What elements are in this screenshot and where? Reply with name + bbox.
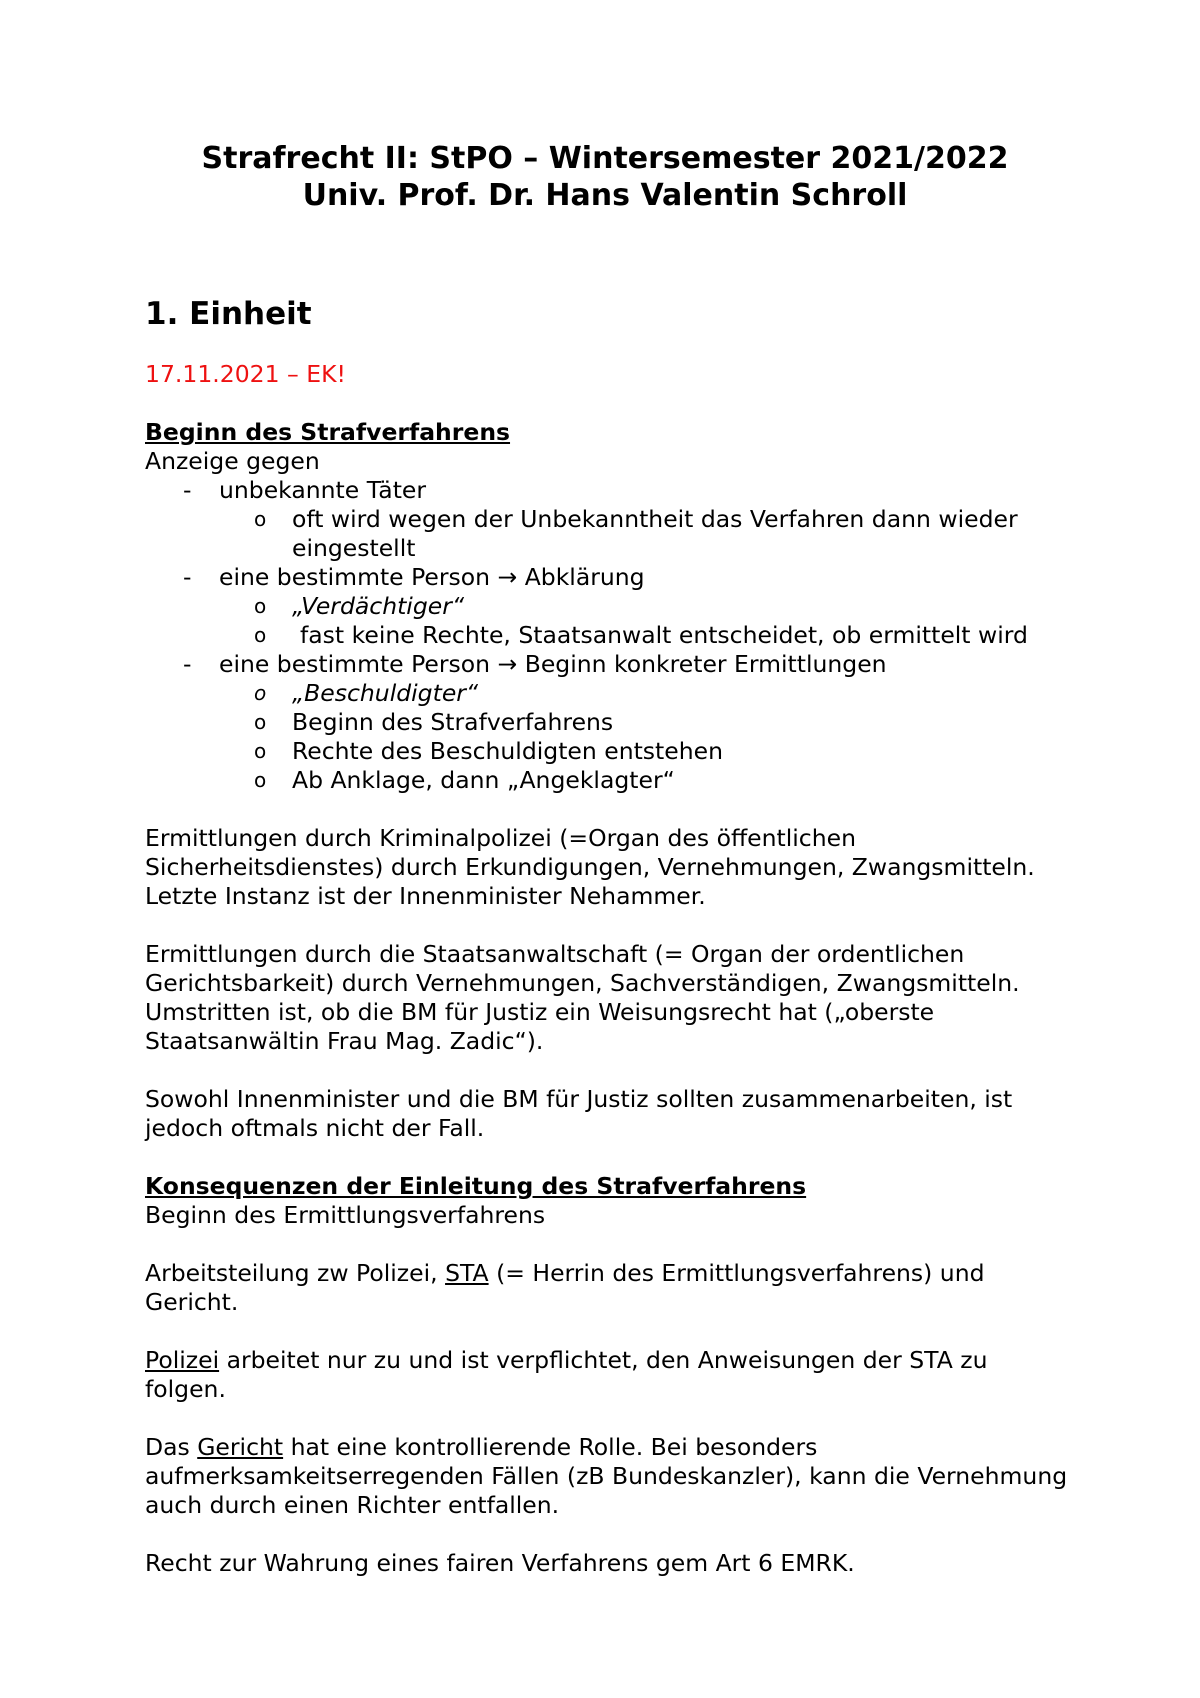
underlined-term-gericht: Gericht	[197, 1433, 284, 1461]
sub-list-item	[145, 708, 1075, 737]
dash-marker: -	[183, 650, 192, 678]
paragraph-text: Das	[145, 1433, 198, 1461]
section-intro-ermittlungsverfahren: Beginn des Ermittlungsverfahrens	[145, 1201, 546, 1229]
sub-list	[219, 679, 1075, 795]
document-title-line-2: Univ. Prof. Dr. Hans Valentin Schroll	[302, 178, 908, 213]
sub-list-item-text: „Verdächtiger“	[292, 592, 465, 620]
list-item	[145, 476, 1075, 563]
list-item-label: unbekannte Täter	[219, 476, 427, 504]
circle-bullet-icon: o	[254, 739, 267, 763]
paragraph-kriminalpolizei: Ermittlungen durch Kriminalpolizei (=Organ des öffentlichen Sicherheitsdienstes) durch Erkundigungen, Vernehmungen, Zwangsmitteln. Letzte Instanz ist der Innenminister Nehammer.	[145, 824, 1035, 910]
paragraph-text: Arbeitsteilung zw Polizei,	[145, 1259, 446, 1287]
dash-marker: -	[183, 563, 192, 591]
list-item	[145, 650, 1075, 795]
paragraph-text: (= Herrin des Ermittlungsverfahrens) und Gericht.	[145, 1259, 985, 1316]
paragraph-text: hat eine kontrollierende Rolle. Bei besonders aufmerksamkeitserregenden Fällen (zB Bundeskanzler), kann die Vernehmung auch durch einen Richter entfallen.	[145, 1433, 1068, 1519]
circle-bullet-icon: o	[254, 594, 267, 618]
unit-date: 17.11.2021 – EK!	[145, 360, 346, 388]
underlined-term-sta: STA	[445, 1259, 489, 1287]
sub-list	[219, 505, 1075, 563]
sub-list	[219, 592, 1075, 650]
sub-list-item-text: Rechte des Beschuldigten entstehen	[292, 737, 723, 765]
underlined-term-polizei: Polizei	[145, 1346, 220, 1374]
circle-bullet-icon: o	[254, 710, 267, 734]
paragraph-zusammenarbeit: Sowohl Innenminister und die BM für Justiz sollten zusammenarbeiten, ist jedoch oftmals nicht der Fall.	[145, 1085, 1013, 1142]
paragraph-arbeitsteilung	[145, 1259, 1075, 1317]
paragraph-emrk: Recht zur Wahrung eines fairen Verfahrens gem Art 6 EMRK.	[145, 1549, 855, 1577]
sub-list-item	[145, 679, 1075, 708]
section-intro-anzeige: Anzeige gegen	[145, 447, 320, 475]
sub-list-item-text: fast keine Rechte, Staatsanwalt entscheidet, ob ermittelt wird	[300, 621, 1028, 649]
paragraph-polizei	[145, 1346, 1075, 1404]
list-item-label: eine bestimmte Person → Abklärung	[219, 563, 645, 591]
circle-bullet-icon: o	[254, 681, 267, 705]
sub-list-item-text: Beginn des Strafverfahrens	[292, 708, 614, 736]
circle-bullet-icon: o	[254, 507, 267, 531]
sub-list-item	[145, 592, 1075, 621]
paragraph-text: arbeitet nur zu und ist verpflichtet, den Anweisungen der STA zu folgen.	[145, 1346, 988, 1403]
sub-list-item-text: oft wird wegen der Unbekanntheit das Verfahren dann wieder eingestellt	[292, 505, 1018, 562]
section-heading-konsequenzen: Konsequenzen der Einleitung des Strafverfahrens	[145, 1172, 807, 1200]
sub-list-item	[145, 621, 1075, 650]
circle-bullet-icon: o	[254, 768, 267, 792]
document-title-line-1: Strafrecht II: StPO – Wintersemester 2021/2022	[201, 141, 1009, 176]
document-page	[145, 140, 1075, 1578]
dash-marker: -	[183, 476, 192, 504]
paragraph-staatsanwaltschaft: Ermittlungen durch die Staatsanwaltschaft (= Organ der ordentlichen Gerichtsbarkeit) durch Vernehmungen, Sachverständigen, Zwangsmitteln. Umstritten ist, ob die BM für Justiz ein Weisungsrecht hat („oberste Staatsanwältin Frau Mag. Zadic“).	[145, 940, 1020, 1055]
paragraph-gericht	[145, 1433, 1075, 1520]
sub-list-item	[145, 737, 1075, 766]
sub-list-item-text: „Beschuldigter“	[292, 679, 479, 707]
sub-list-item-text: Ab Anklage, dann „Angeklagter“	[292, 766, 675, 794]
section-heading-beginn: Beginn des Strafverfahrens	[145, 418, 511, 446]
dash-list	[145, 476, 1075, 795]
list-item-label: eine bestimmte Person → Beginn konkreter Ermittlungen	[219, 650, 887, 678]
list-item	[145, 563, 1075, 650]
sub-list-item	[145, 766, 1075, 795]
unit-heading: 1. Einheit	[145, 296, 312, 332]
sub-list-item	[145, 505, 1075, 563]
circle-bullet-icon: o	[254, 623, 267, 647]
